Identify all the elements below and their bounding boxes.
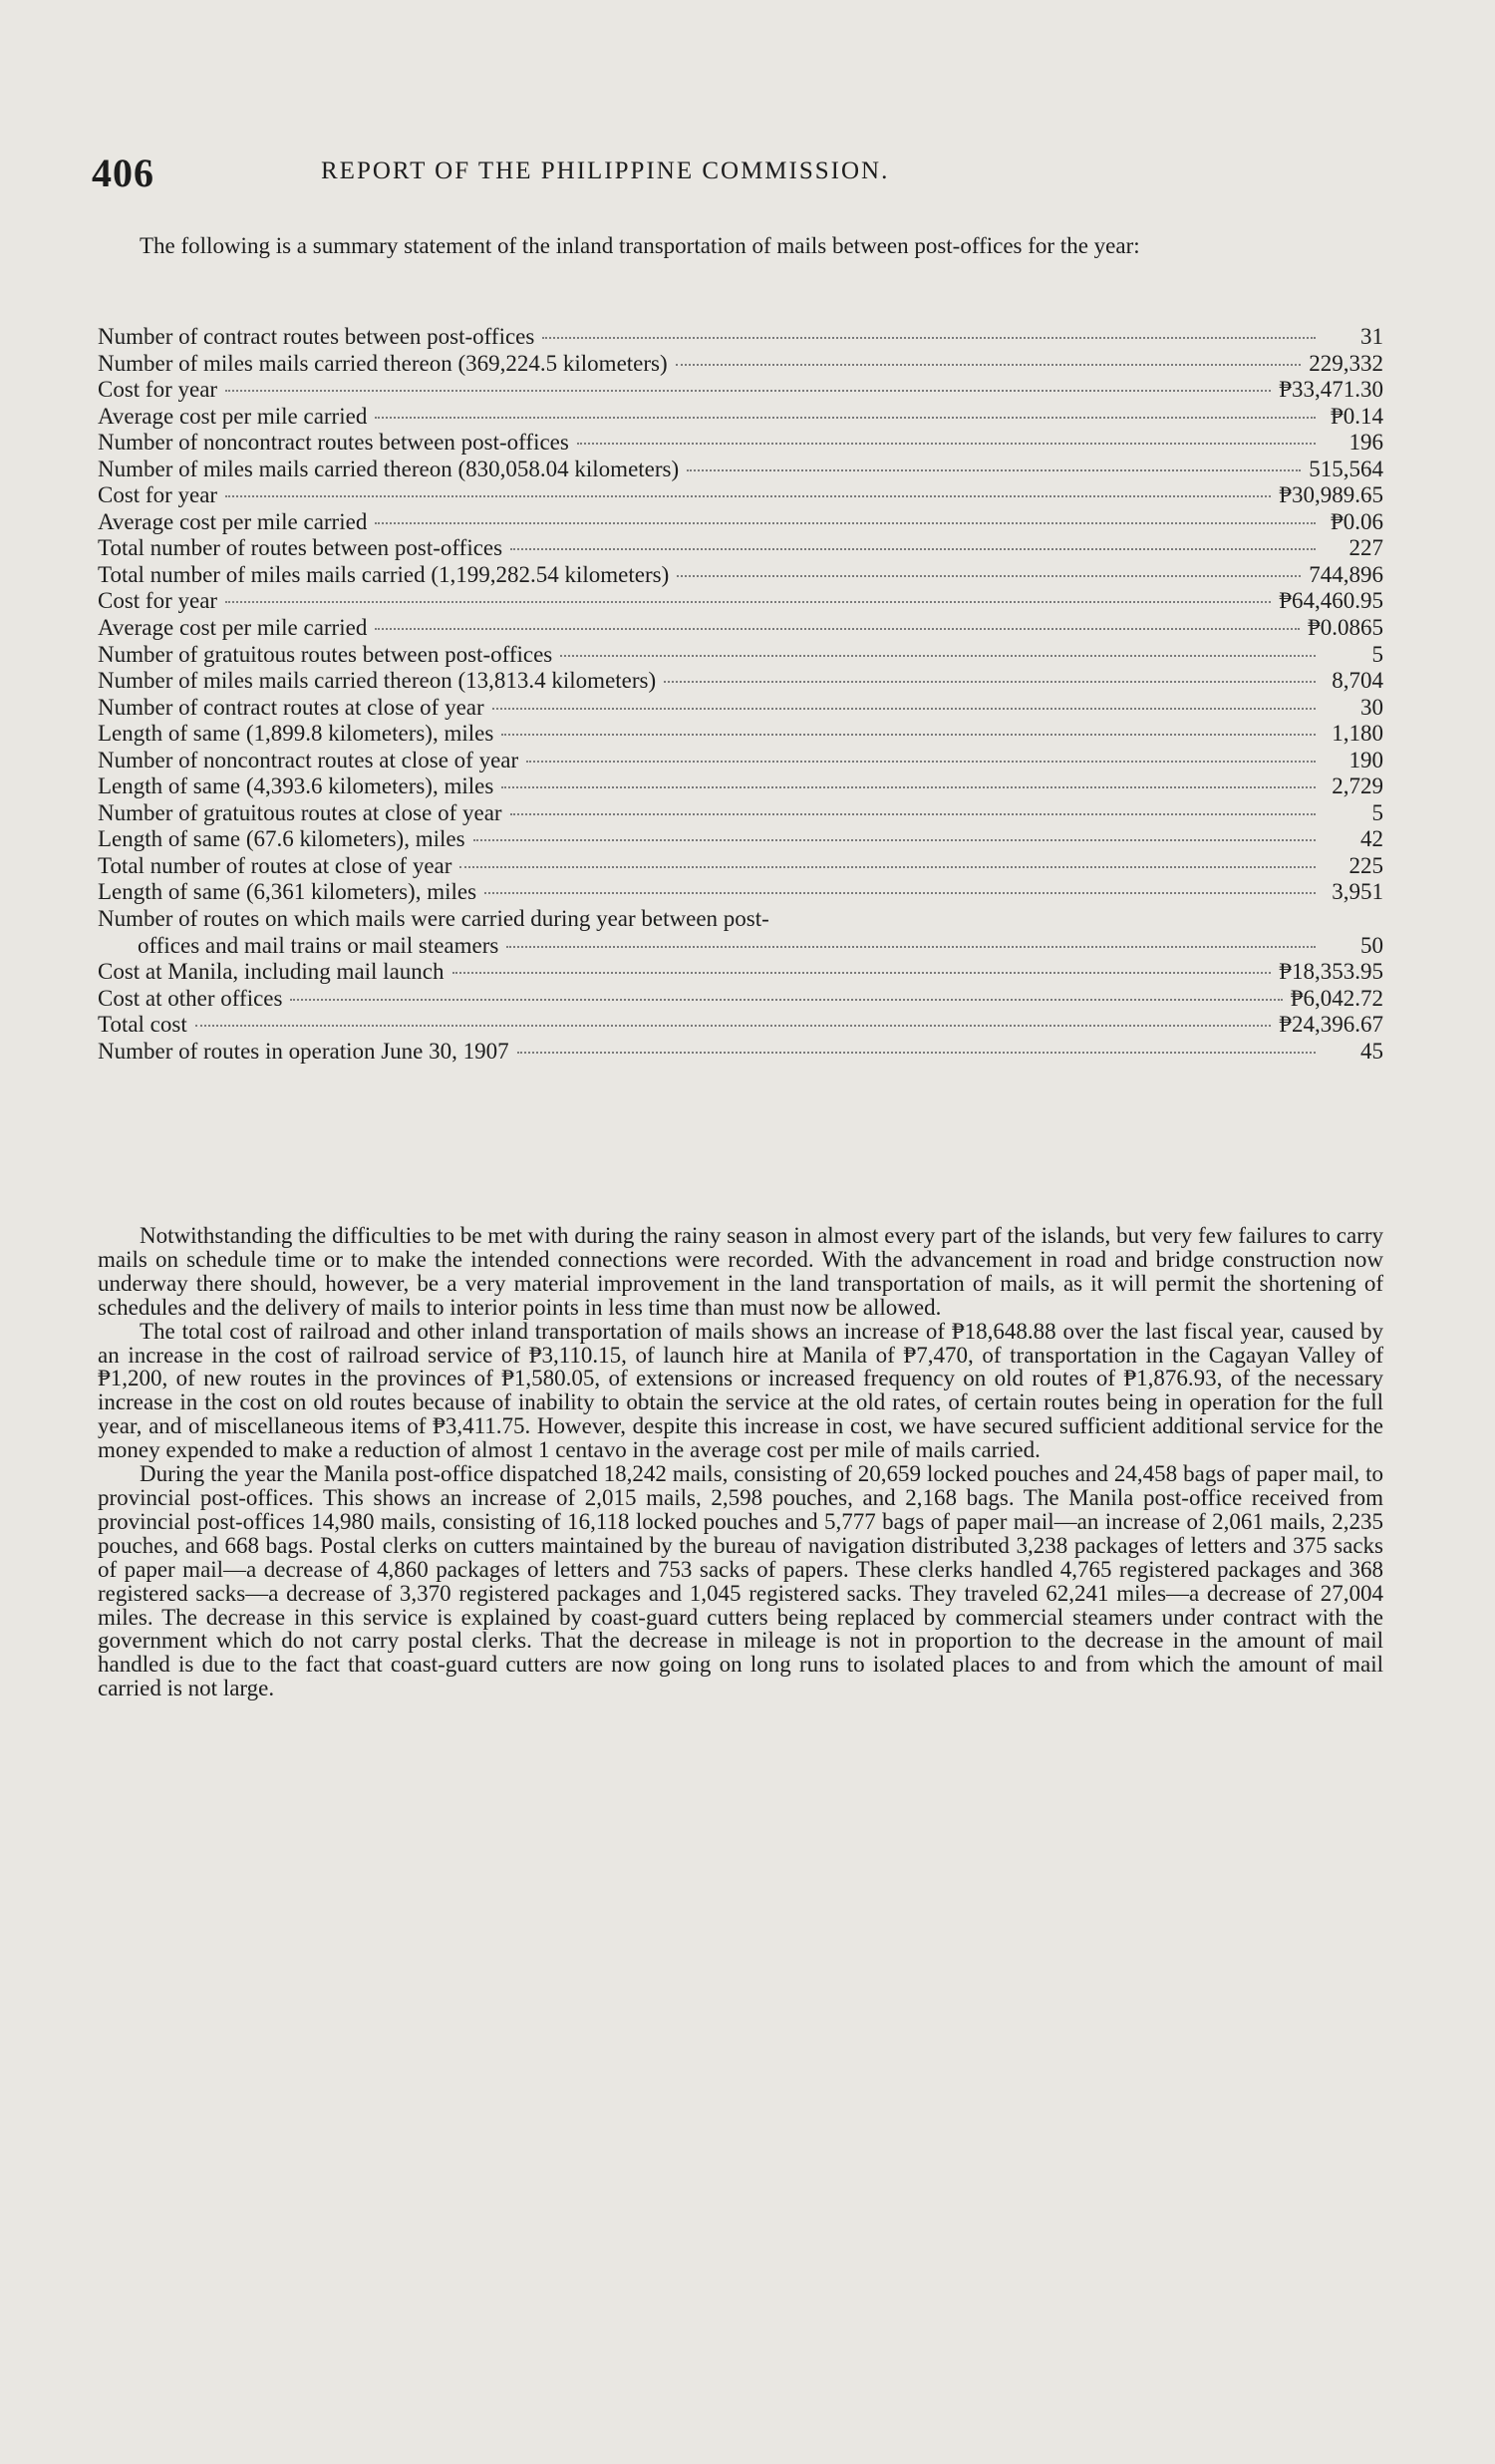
statement-label: Number of gratuitous routes at close of year: [98, 799, 502, 825]
statement-label: Average cost per mile carried: [98, 403, 368, 429]
statement-value: 227: [1348, 535, 1383, 561]
statement-label: Number of noncontract routes between post-offices: [98, 430, 569, 456]
statement-label: Number of noncontract routes at close of year: [98, 747, 519, 772]
statement-value: 8,704: [1332, 668, 1383, 694]
statement-label: Cost at Manila, including mail launch: [98, 959, 445, 985]
statement-row: [98, 695, 1383, 722]
statement-value: 3,951: [1332, 879, 1383, 905]
summary-statement: [98, 324, 1383, 1065]
statement-label: Total number of routes between post-offices: [98, 535, 503, 561]
statement-label: Cost for year: [98, 482, 218, 508]
body-paragraph: The total cost of railroad and other inland transportation of mails shows an increase of ₱18,648.88 over the last fiscal year, caused by an increase in the cost of railroad service of ₱3,110.15, of launch hire at Manila of ₱7,470, of transportation in the Cagayan Valley of ₱1,200, of new routes in the provinces of ₱1,580.05, of extensions or increased frequency on old routes of ₱1,876.93, of the necessary increase in the cost on old routes because of inability to obtain the service at the old rates, of certain routes being in operation for the full year, and of miscellaneous items of ₱3,411.75. However, despite this increase in cost, we have secured sufficient additional service for the money expended to make a reduction of almost 1 centavo in the average cost per mile of mails carried.: [98, 1318, 1383, 1463]
dot-leader: [526, 761, 1316, 763]
statement-row: [98, 482, 1383, 509]
statement-label: Length of same (1,899.8 kilometers), miles: [98, 721, 494, 747]
statement-value: 42: [1360, 826, 1383, 852]
dot-leader: [492, 708, 1316, 710]
dot-leader: [542, 337, 1316, 339]
running-head: REPORT OF THE PHILIPPINE COMMISSION.: [321, 157, 890, 184]
statement-row: [98, 615, 1383, 642]
intro-paragraph: The following is a summary statement of the inland transportation of mails between post-offices for the year:: [140, 233, 1140, 258]
statement-value: ₱6,042.72: [1290, 985, 1383, 1011]
statement-row: [98, 826, 1383, 853]
statement-value: ₱0.0865: [1307, 615, 1383, 641]
statement-row: [98, 588, 1383, 615]
statement-label: Total number of miles mails carried (1,199,282.54 kilometers): [98, 561, 670, 587]
statement-row: [98, 324, 1383, 351]
statement-label: Number of routes on which mails were carried during year between post-: [98, 906, 769, 932]
statement-row: [98, 377, 1383, 404]
statement-value: ₱24,396.67: [1279, 1012, 1383, 1038]
statement-label: Length of same (4,393.6 kilometers), miles: [98, 773, 494, 799]
statement-row: [98, 1012, 1383, 1039]
statement-row: [98, 562, 1383, 589]
statement-label: Total cost: [98, 1012, 187, 1038]
dot-leader: [501, 734, 1316, 736]
dot-leader: [577, 443, 1316, 445]
statement-label: Number of miles mails carried thereon (830,058.04 kilometers): [98, 456, 680, 481]
dot-leader: [195, 1025, 1271, 1027]
statement-value: 1,180: [1332, 721, 1383, 747]
statement-value: 2,729: [1332, 773, 1383, 799]
dot-leader: [484, 892, 1316, 894]
statement-label: Number of miles mails carried thereon (369,224.5 kilometers): [98, 350, 668, 376]
statement-row: [98, 986, 1383, 1013]
dot-leader: [664, 681, 1316, 683]
dot-leader: [452, 972, 1272, 974]
dot-leader: [290, 999, 1282, 1001]
statement-label: Length of same (6,361 kilometers), miles: [98, 879, 477, 905]
statement-label: Number of routes in operation June 30, 1907: [98, 1038, 509, 1064]
statement-value: ₱33,471.30: [1279, 377, 1383, 403]
statement-label: Cost for year: [98, 588, 218, 614]
statement-row: [98, 721, 1383, 748]
dot-leader: [459, 866, 1316, 868]
dot-leader: [225, 495, 1271, 497]
statement-row: [98, 351, 1383, 378]
body-text: [98, 1224, 1383, 1700]
statement-label: Cost for year: [98, 377, 218, 403]
dot-leader: [560, 655, 1316, 657]
statement-value: 190: [1348, 747, 1383, 772]
statement-value: 515,564: [1309, 456, 1383, 481]
statement-row: [98, 773, 1383, 800]
statement-value: 5: [1371, 641, 1383, 667]
statement-value: 31: [1360, 324, 1383, 349]
statement-value: ₱18,353.95: [1279, 959, 1383, 985]
statement-row: [98, 642, 1383, 669]
statement-value: ₱0.06: [1330, 508, 1383, 534]
statement-row: [98, 457, 1383, 483]
dot-leader: [517, 1052, 1316, 1054]
statement-row: [98, 800, 1383, 827]
statement-row: [98, 509, 1383, 536]
statement-row: [98, 959, 1383, 986]
dot-leader: [473, 839, 1316, 841]
statement-value: ₱0.14: [1330, 403, 1383, 429]
statement-value: 5: [1371, 799, 1383, 825]
dot-leader: [506, 946, 1316, 948]
statement-label: Number of miles mails carried thereon (13,813.4 kilometers): [98, 668, 657, 694]
statement-row: [98, 404, 1383, 431]
statement-row: [98, 1039, 1383, 1066]
statement-row: [98, 853, 1383, 880]
statement-label: Average cost per mile carried: [98, 615, 368, 641]
statement-label: Number of contract routes between post-offices: [98, 324, 535, 349]
page-number: 406: [92, 151, 154, 195]
body-paragraph: Notwithstanding the difficulties to be met with during the rainy season in almost every part of the islands, but very few failures to carry mails on schedule time or to make the intended connections were recorded. With the advancement in road and bridge construction now underway there should, however, be a very material improvement in the land transportation of mails, as it will permit the shortening of schedules and the delivery of mails to interior points in less time than must now be allowed.: [98, 1223, 1383, 1320]
statement-value: 45: [1360, 1038, 1383, 1064]
dot-leader: [375, 522, 1316, 524]
statement-value: ₱30,989.65: [1279, 482, 1383, 508]
dot-leader: [677, 575, 1301, 577]
statement-value: 229,332: [1309, 350, 1383, 376]
statement-label: offices and mail trains or mail steamers: [138, 932, 499, 958]
statement-value: 744,896: [1309, 561, 1383, 587]
statement-value: 30: [1360, 694, 1383, 720]
statement-value: 196: [1348, 430, 1383, 456]
statement-label: Number of gratuitous routes between post-offices: [98, 641, 553, 667]
dot-leader: [225, 601, 1271, 603]
dot-leader: [225, 390, 1271, 392]
dot-leader: [510, 813, 1316, 815]
statement-value: 50: [1360, 932, 1383, 958]
statement-label: Cost at other offices: [98, 985, 283, 1011]
statement-label: Length of same (67.6 kilometers), miles: [98, 826, 465, 852]
dot-leader: [501, 786, 1316, 788]
statement-label: Average cost per mile carried: [98, 508, 368, 534]
statement-row: [98, 535, 1383, 562]
statement-row: [98, 933, 1383, 960]
statement-row: [98, 430, 1383, 457]
statement-value: 225: [1348, 852, 1383, 878]
statement-row: [98, 748, 1383, 774]
dot-leader: [375, 628, 1300, 630]
dot-leader: [375, 417, 1316, 419]
statement-row: [98, 668, 1383, 695]
dot-leader: [687, 469, 1301, 471]
statement-row: [98, 906, 1383, 933]
statement-value: ₱64,460.95: [1279, 588, 1383, 614]
body-paragraph: During the year the Manila post-office dispatched 18,242 mails, consisting of 20,659 locked pouches and 24,458 bags of paper mail, to provincial post-offices. This shows an increase of 2,015 mails, 2,598 pouches, and 2,168 bags. The Manila post-office received from provincial post-offices 14,980 mails, consisting of 16,118 locked pouches and 5,777 bags of paper mail—an increase of 2,061 mails, 2,235 pouches, and 668 bags. Postal clerks on cutters maintained by the bureau of navigation distributed 3,238 packages of letters and 375 sacks of paper mail—a decrease of 4,860 packages of letters and 753 sacks of papers. These clerks handled 4,765 registered packages and 368 registered sacks—a decrease of 3,370 registered packages and 1,045 registered sacks. They traveled 62,241 miles—a decrease of 27,004 miles. The decrease in this service is explained by coast-guard cutters being replaced by commercial steamers under contract with the government which do not carry postal clerks. That the decrease in mileage is not in proportion to the decrease in the amount of mail handled is due to the fact that coast-guard cutters are now going on long runs to isolated places to and from which the amount of mail carried is not large.: [98, 1461, 1383, 1701]
statement-label: Number of contract routes at close of year: [98, 694, 484, 720]
statement-label: Total number of routes at close of year: [98, 852, 452, 878]
dot-leader: [676, 364, 1302, 366]
statement-row: [98, 879, 1383, 906]
dot-leader: [510, 548, 1316, 550]
page-header: [92, 150, 1377, 201]
